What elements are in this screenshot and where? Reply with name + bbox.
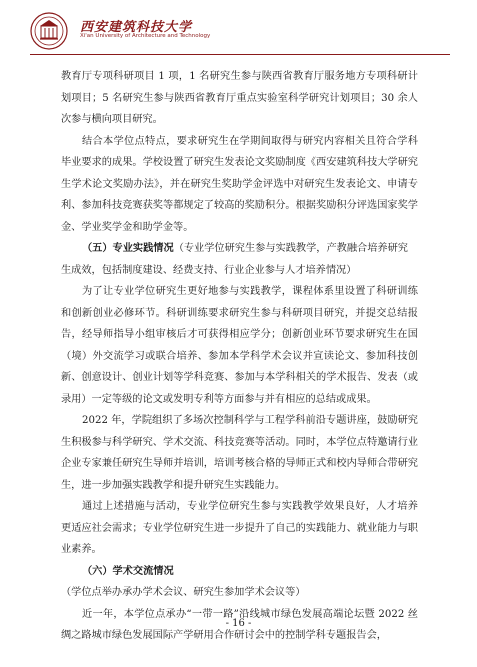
university-emblem-icon <box>30 12 68 50</box>
page-number: - 16 - <box>225 618 252 629</box>
university-name: 西安建筑科技大学 <box>80 20 193 35</box>
section-heading-academic-exchange <box>61 561 418 604</box>
header-divider <box>30 54 450 55</box>
section-title-academic-exchange: （六）学术交流情况 <box>82 565 174 577</box>
section-title-professional-practice: （五）专业实践情况 <box>82 243 174 254</box>
section-description-professional-practice: （专业学位研究生参与实践教学，产教融合培养研究生成效，包括制度建设、经费支持、行业企业参与人才培养情况） <box>61 243 408 276</box>
page-header <box>0 0 477 60</box>
section-heading-professional-practice <box>61 238 418 281</box>
paragraph-forum-hosting: 近一年，本学位点承办“一带一路”沿线城市绿色发展高端论坛暨 2022 丝绸之路城市绿色发展国际产学研用合作研讨会中的控制学科专题报告会， <box>61 608 418 641</box>
paragraph-projects-continued: 教育厅专项科研项目 1 项，1 名研究生参与陕西省教育厅服务地方专项科研计划项目；5 名研究生参与陕西省教育厅重点实验室科学研究计划项目；30 余人次参与横向项目研究。 <box>61 71 418 125</box>
paragraph-practice-curriculum: 为了让专业学位研究生更好地参与实践教学，课程体系里设置了科研训练和创新创业必修环节。科研训练要求研究生参与科研项目研究，并提交总结报告，经导师指导小组审核后才可获得相应学分；创新创业环节要求研究生在国（境）外交流学习或联合培养、参加本学科学术会议并宣读论文、参加科技创新、创意设计、创业计划等学科竞赛、参加与本学科相关的学术报告、发表（或录用）一定等级的论文或发明专利等方面参与并有相应的总结或成果。 <box>61 286 418 405</box>
university-name-english: Xi'an University of Architecture and Technology <box>80 33 211 39</box>
paragraph-2022-activities: 2022 年，学院组织了多场次控制科学与工程学科前沿专题讲座，鼓励研究生积极参与科学研究、学术交流、科技竞赛等活动。同时，本学位点特邀请行业企业专家兼任研究生导师并培训，培训考核合格的导师正式和校内导师合带研究生，进一步加强实践教学和提升研究生实践能力。 <box>61 415 418 491</box>
section-description-academic-exchange: （学位点举办承办学术会议、研究生参加学术会议等） <box>61 587 306 598</box>
paragraph-achievement-rewards: 结合本学位点特点，要求研究生在学期间取得与研究内容相关且符合学科毕业要求的成果。学校设置了研究生发表论文奖励制度《西安建筑科技大学研究生学术论文奖励办法》，并在研究生奖助学金评选中对研究生发表论文、申请专利、参加科技竞赛获奖等都规定了较高的奖励积分。根据奖励积分评选国家奖学金、学业奖学金和助学金等。 <box>61 135 418 233</box>
document-body <box>61 66 418 647</box>
paragraph-practice-outcomes: 通过上述措施与活动，专业学位研究生参与实践教学效果良好，人才培养更适应社会需求；专业学位研究生进一步提升了自己的实践能力、就业能力与职业素养。 <box>61 501 418 555</box>
